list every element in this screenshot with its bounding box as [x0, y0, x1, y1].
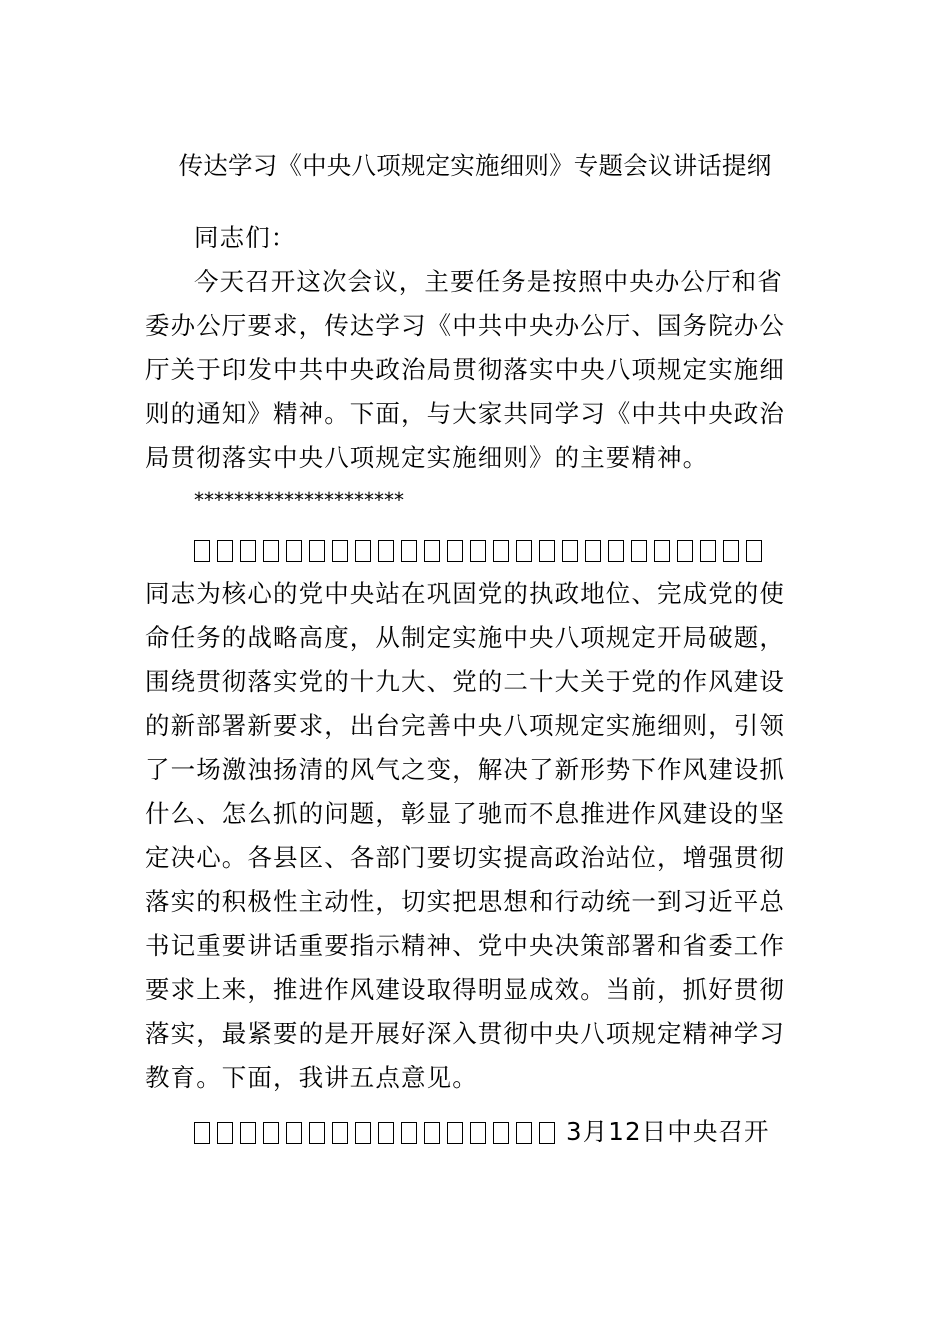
paragraph-line: 要求上来，推进作风建设取得明显成效。当前，抓好贯彻: [145, 975, 785, 1004]
redacted-line: [194, 532, 806, 568]
paragraph-tail: 3月12日中央召开: [566, 1117, 770, 1146]
redacted-glyphs: [194, 1114, 562, 1150]
paragraph-line: 什么、怎么抓的问题，彰显了驰而不息推进作风建设的坚: [145, 799, 785, 828]
paragraph-line: 局贯彻落实中央八项规定实施细则》的主要精神。: [145, 443, 709, 472]
separator-stars: *********************: [194, 488, 404, 512]
paragraph-line: 的新部署新要求，出台完善中央八项规定实施细则，引领: [145, 711, 785, 740]
paragraph-line: 则的通知》精神。下面，与大家共同学习《中共中央政治: [145, 399, 785, 428]
paragraph-line: 教育。下面，我讲五点意见。: [145, 1063, 478, 1092]
redacted-glyphs: [194, 532, 769, 568]
salutation: 同志们：: [194, 223, 297, 252]
paragraph-line: 围绕贯彻落实党的十九大、党的二十大关于党的作风建设: [145, 667, 785, 696]
paragraph-line: 命任务的战略高度，从制定实施中央八项规定开局破题，: [145, 623, 785, 652]
paragraph-line: 委办公厅要求，传达学习《中共中央办公厅、国务院办公: [145, 311, 785, 340]
paragraph-line: 厅关于印发中共中央政治局贯彻落实中央八项规定实施细: [145, 355, 785, 384]
paragraph-line: 落实，最紧要的是开展好深入贯彻中央八项规定精神学习: [145, 1019, 785, 1048]
paragraph-line: 了一场激浊扬清的风气之变，解决了新形势下作风建设抓: [145, 755, 785, 784]
paragraph-line: 同志为核心的党中央站在巩固党的执政地位、完成党的使: [145, 579, 785, 608]
paragraph-line: 今天召开这次会议，主要任务是按照中央办公厅和省: [194, 267, 783, 296]
paragraph-line: 落实的积极性主动性，切实把思想和行动统一到习近平总: [145, 887, 785, 916]
redacted-line: [194, 1114, 806, 1150]
document-title: 传达学习《中央八项规定实施细则》专题会议讲话提纲: [178, 151, 772, 180]
paragraph-line: 书记重要讲话重要指示精神、党中央决策部署和省委工作: [145, 931, 785, 960]
paragraph-line: 定决心。各县区、各部门要切实提高政治站位，增强贯彻: [145, 843, 785, 872]
